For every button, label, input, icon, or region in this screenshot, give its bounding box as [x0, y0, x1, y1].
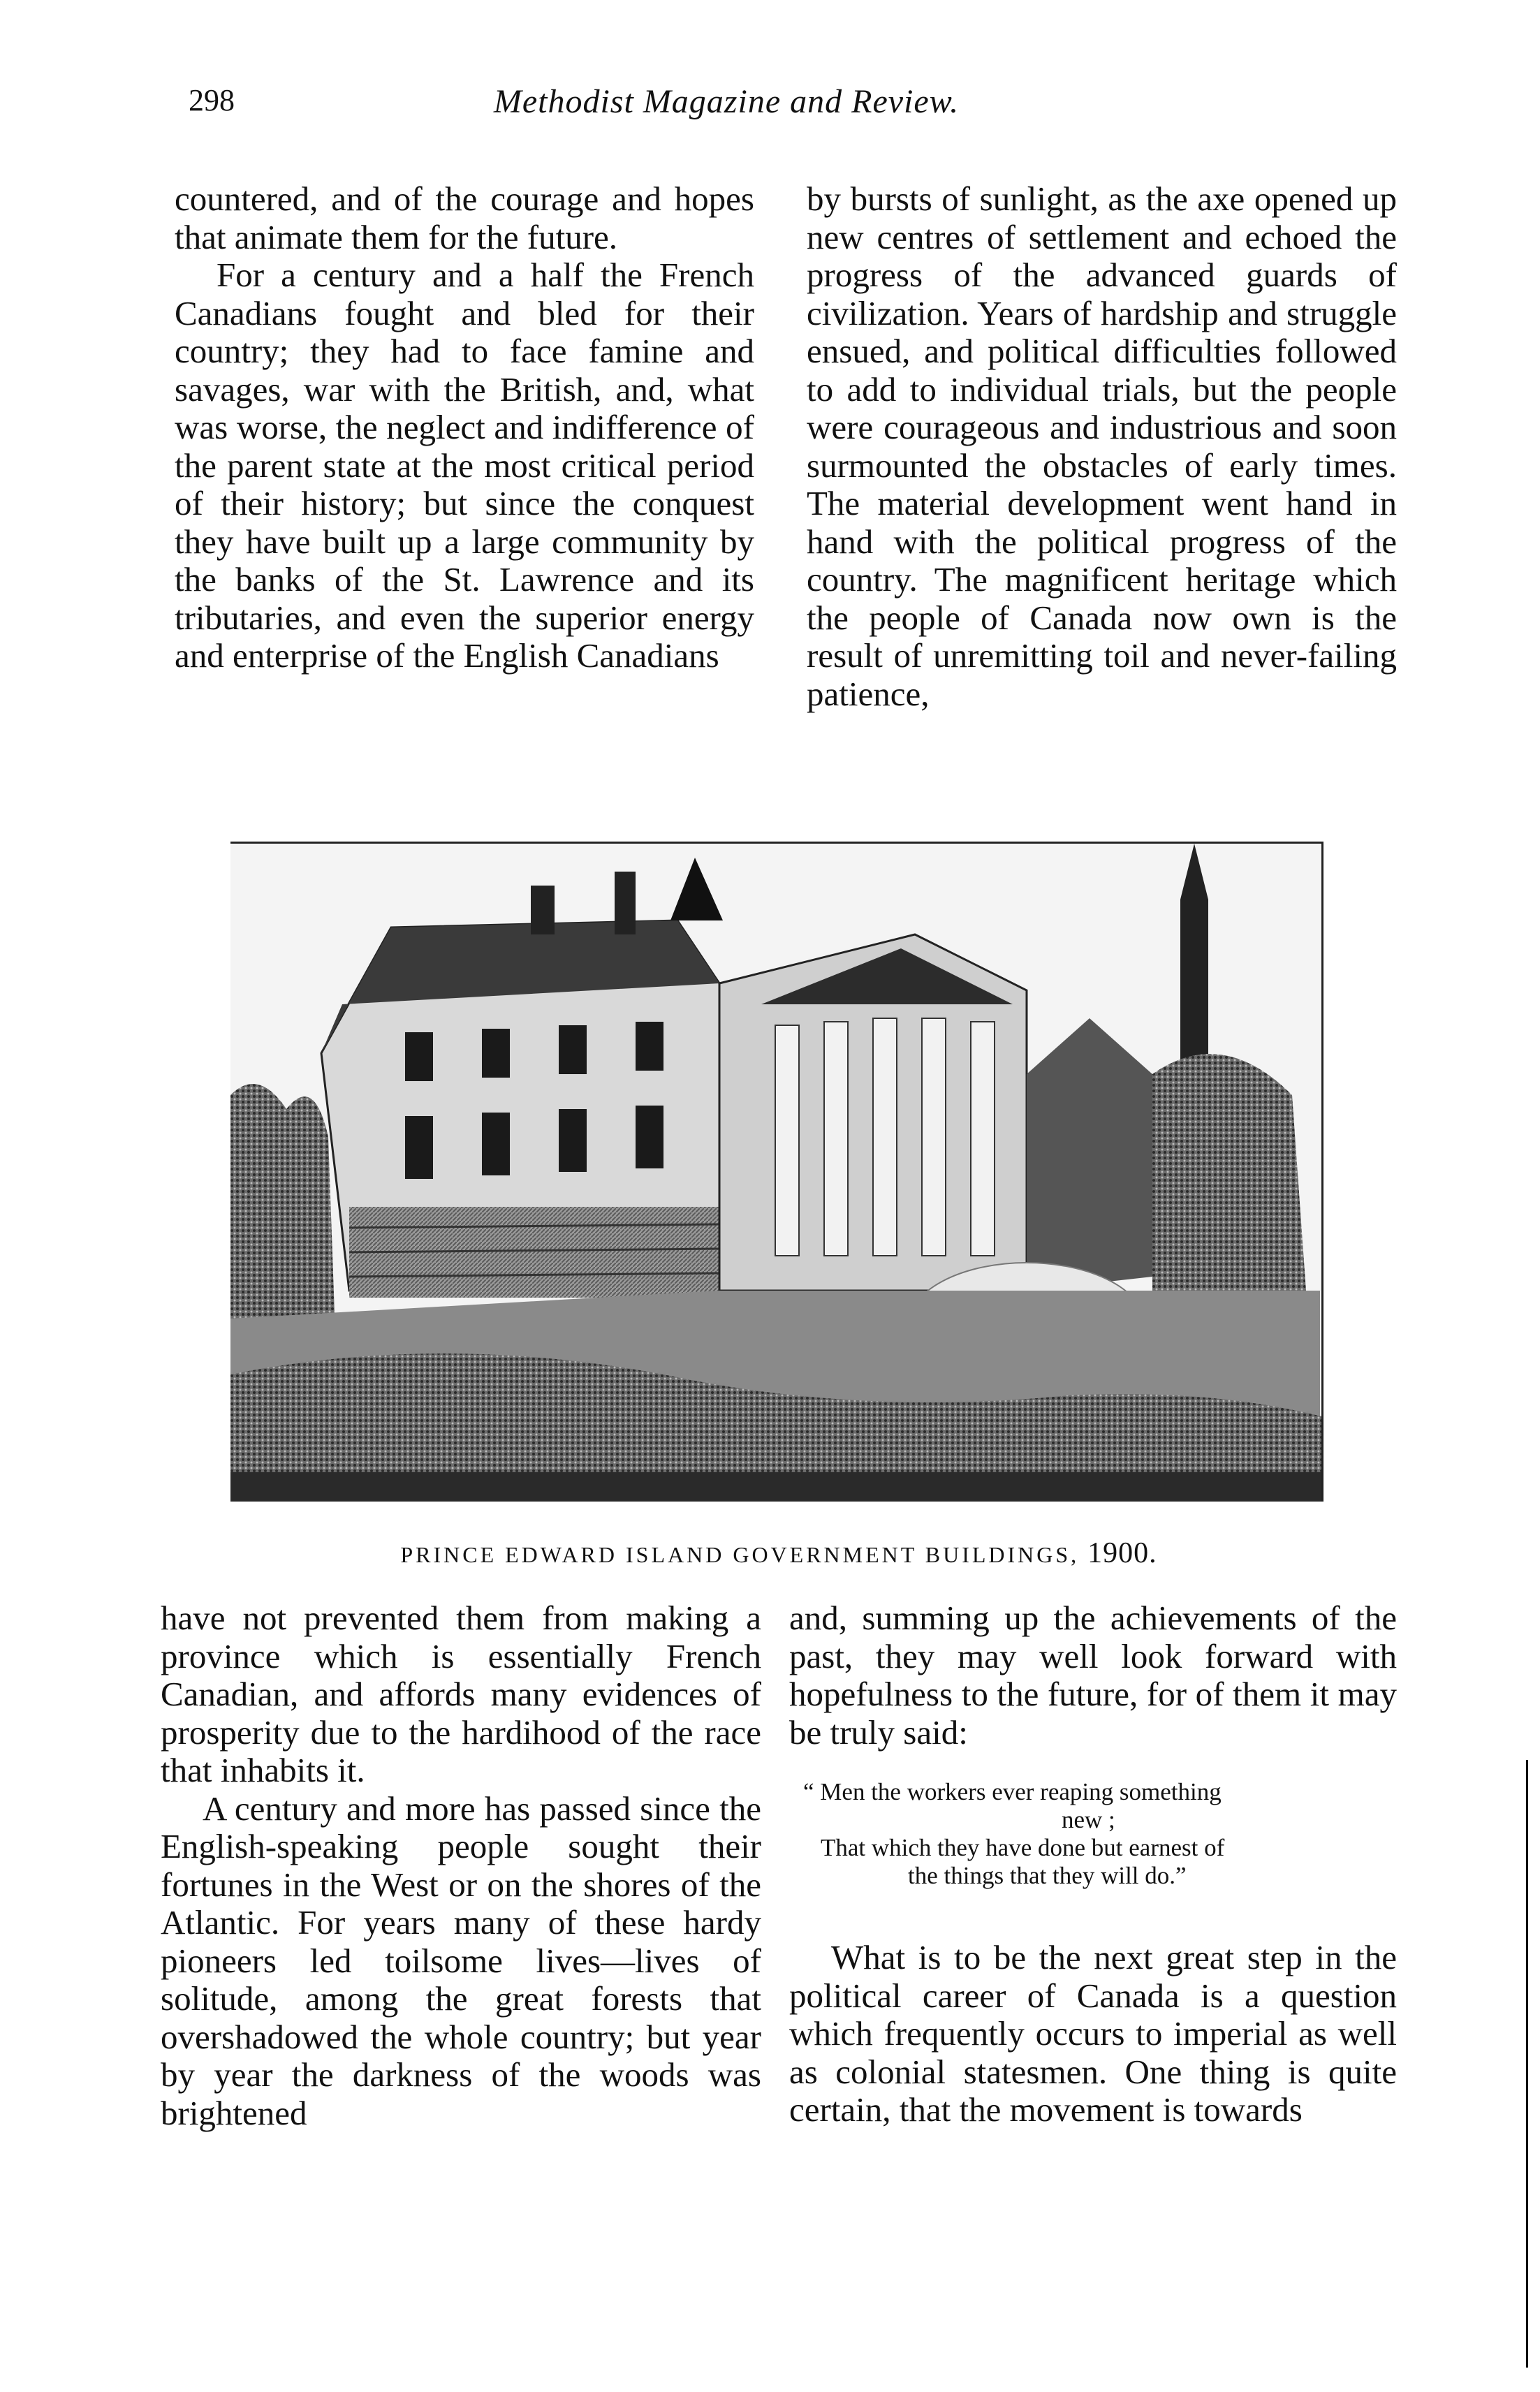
page-number: 298 — [189, 83, 235, 117]
paragraph: A century and more has passed since the English-speaking people sought their fortunes in the West or on the shores of the Atlantic. For years many of these hardy pioneers led toilsome lives—lives of solitude, among the great forests that overshadowed the whole country; but year by year the darkness of the woods was brightened — [161, 1789, 761, 2132]
running-title: Methodist Magazine and Review. — [493, 83, 960, 120]
caption-year: 1900. — [1087, 1537, 1157, 1569]
top-left-column — [175, 180, 754, 675]
margin-rule — [1526, 1760, 1535, 2368]
building-photograph — [230, 835, 1327, 1505]
paragraph: countered, and of the courage and hopes that animate them for the future. — [175, 179, 754, 256]
paragraph: have not prevented them from making a province which is essentially French Canadian, and affords many evidences of prosperity due to the hardihood of the race that inhabits it. — [161, 1599, 761, 1789]
paragraph: and, summing up the achievements of the past, they may well look forward with hopefulness to the future, for of them it may be truly said: — [789, 1599, 1397, 1752]
verse-line: the things that they will do.” — [908, 1862, 1187, 1889]
government-buildings-illustration — [230, 844, 1321, 1502]
paragraph: For a century and a half the French Canadians fought and bled for their country; they had to face famine and savages, war with the British, and, what was worse, the neglect and indifference of the parent state at the most critical period of their history; but since the conquest they have built up a large community by the banks of the St. Lawrence and its tributaries, and even the superior energy and enterprise of the English Canadians — [175, 256, 754, 675]
top-right-column — [807, 180, 1397, 713]
verse-quotation — [789, 1778, 1397, 1890]
verse-line: new ; — [1062, 1806, 1115, 1833]
figure-caption — [230, 1536, 1327, 1570]
caption-text: PRINCE EDWARD ISLAND GOVERNMENT BUILDINGS, — [400, 1542, 1080, 1567]
verse-line: “ Men the workers ever reaping something — [803, 1778, 1222, 1805]
paragraph: What is to be the next great step in the political career of Canada is a question which frequently occurs to imperial as well as colonial statesmen. One thing is quite certain, that the movement is towards — [789, 1938, 1397, 2129]
page-header — [189, 82, 1264, 138]
bottom-left-column — [161, 1599, 761, 2132]
paragraph: by bursts of sunlight, as the axe opened up new centres of settlement and echoed the progress of the advanced guards of civilization. Years of hardship and struggle ensued, and political difficulties followed to add to individual trials, but the people were courageous and industrious and soon surmounted the obstacles of early times. The material development went hand in hand with the political progress of the country. The magnificent heritage which the people of Canada now own is the result of unremitting toil and never-failing patience, — [807, 179, 1397, 713]
photo-frame — [230, 842, 1323, 1502]
bottom-right-column — [789, 1599, 1397, 2129]
verse-line: That which they have done but earnest of — [821, 1834, 1225, 1861]
